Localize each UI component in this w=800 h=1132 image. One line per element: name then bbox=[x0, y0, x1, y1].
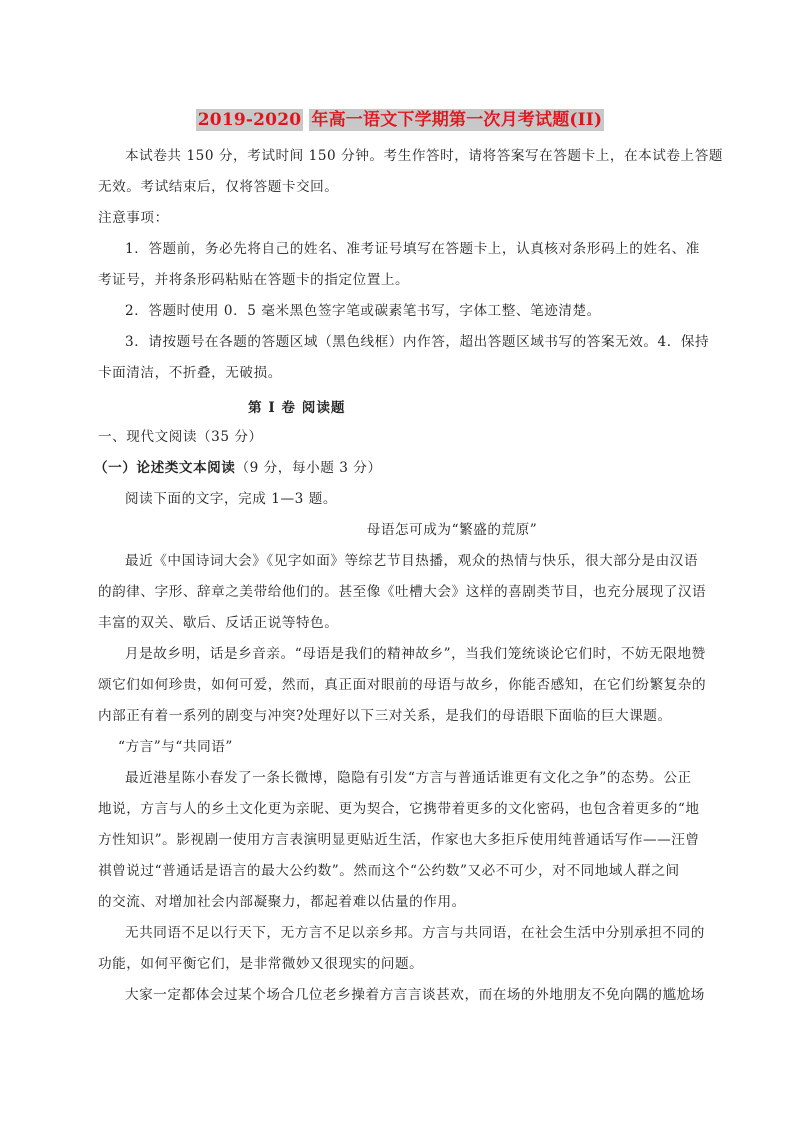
title-year: 2019-2020 bbox=[197, 110, 302, 130]
article-line: 最近《中国诗词大会》《见字如面》等综艺节目热播，观众的热情与快乐，很大部分是由汉语 bbox=[125, 553, 699, 569]
subsection-heading bbox=[94, 458, 714, 478]
article-line: 大家一定都体会过某个场合几位老乡操着方言言谈甚欢，而在场的外地朋友不免向隅的尴尬场 bbox=[125, 987, 705, 1003]
document-title bbox=[0, 105, 800, 130]
article-line: 最近港星陈小春发了一条长微博，隐隐有引发“方言与普通话谁更有文化之争”的态势。公正 bbox=[125, 770, 692, 786]
note-line-2: 考证号，并将条形码粘贴在答题卡的指定位置上。 bbox=[98, 272, 410, 288]
article-line: 功能，如何平衡它们，是非常微妙又很现实的问题。 bbox=[98, 956, 424, 972]
subsection-note: （9 分，每小题 3 分） bbox=[235, 460, 382, 476]
article-line: 方性知识”。影视剧一使用方言表演明显更贴近生活，作家也大多拒斥使用纯普通话写作——汪曾 bbox=[98, 832, 700, 848]
intro-line-2: 无效。考试结束后，仅将答题卡交回。 bbox=[98, 179, 339, 195]
volume-heading: 第 I 卷 阅读题 bbox=[248, 400, 346, 416]
article-line: 丰富的双关、歇后、反话正说等特色。 bbox=[98, 615, 339, 631]
article-title: 母语怎可成为“繁盛的荒原” bbox=[366, 522, 538, 538]
subsection-label: （一）论述类文本阅读 bbox=[94, 460, 236, 476]
title-main: 年高一语文下学期第一次月考试题(II) bbox=[311, 110, 603, 130]
article-line: 的韵律、字形、辞章之美带给他们的。甚至像《吐槽大会》这样的喜剧类节目，也充分展现了汉语 bbox=[98, 584, 707, 600]
article-line: 祺曾说过“普通话是语言的最大公约数”。然而这个“公约数”又必不可少，对不同地域人群之间 bbox=[98, 863, 680, 879]
article-line: 月是故乡明，话是乡音亲。“母语是我们的精神故乡”，当我们笼统谈论它们时，不妨无限地赞 bbox=[125, 646, 706, 662]
intro-line-1: 本试卷共 150 分，考试时间 150 分钟。考生作答时，请将答案写在答题卡上，在本试卷上答题 bbox=[125, 148, 723, 164]
article-line: 地说，方言与人的乡土文化更为亲昵、更为契合，它携带着更多的文化密码，也包含着更多的“地 bbox=[98, 801, 700, 817]
note-line-4: 3．请按题号在各题的答题区域（黑色线框）内作答，超出答题区域书写的答案无效。4．保持 bbox=[125, 334, 710, 350]
notes-heading: 注意事项： bbox=[98, 210, 169, 226]
note-line-5: 卡面清洁，不折叠，无破损。 bbox=[98, 365, 282, 381]
article-line: 的交流、对增加社会内部凝聚力，都起着难以估量的作用。 bbox=[98, 894, 466, 910]
article-line: 内部正有着一系列的剧变与冲突?处理好以下三对关系，是我们的母语眼下面临的巨大课题。 bbox=[98, 708, 672, 724]
article-subheading: “方言”与“共同语” bbox=[118, 739, 233, 755]
note-line-3: 2．答题时使用 0．5 毫米黑色签字笔或碳素笔书写，字体工整、笔迹清楚。 bbox=[125, 303, 601, 319]
article-line: 颂它们如何珍贵，如何可爱，然而，真正面对眼前的母语与故乡，你能否感知，在它们纷繁复杂的 bbox=[98, 677, 707, 693]
note-line-1: 1．答题前，务必先将自己的姓名、准考证号填写在答题卡上，认真核对条形码上的姓名、准 bbox=[125, 241, 700, 257]
instruction: 阅读下面的文字，完成 1—3 题。 bbox=[125, 491, 338, 507]
section-one-heading: 一、现代文阅读（35 分） bbox=[98, 429, 263, 445]
article-line: 无共同语不足以行天下，无方言不足以亲乡邦。方言与共同语，在社会生活中分别承担不同的 bbox=[125, 925, 705, 941]
